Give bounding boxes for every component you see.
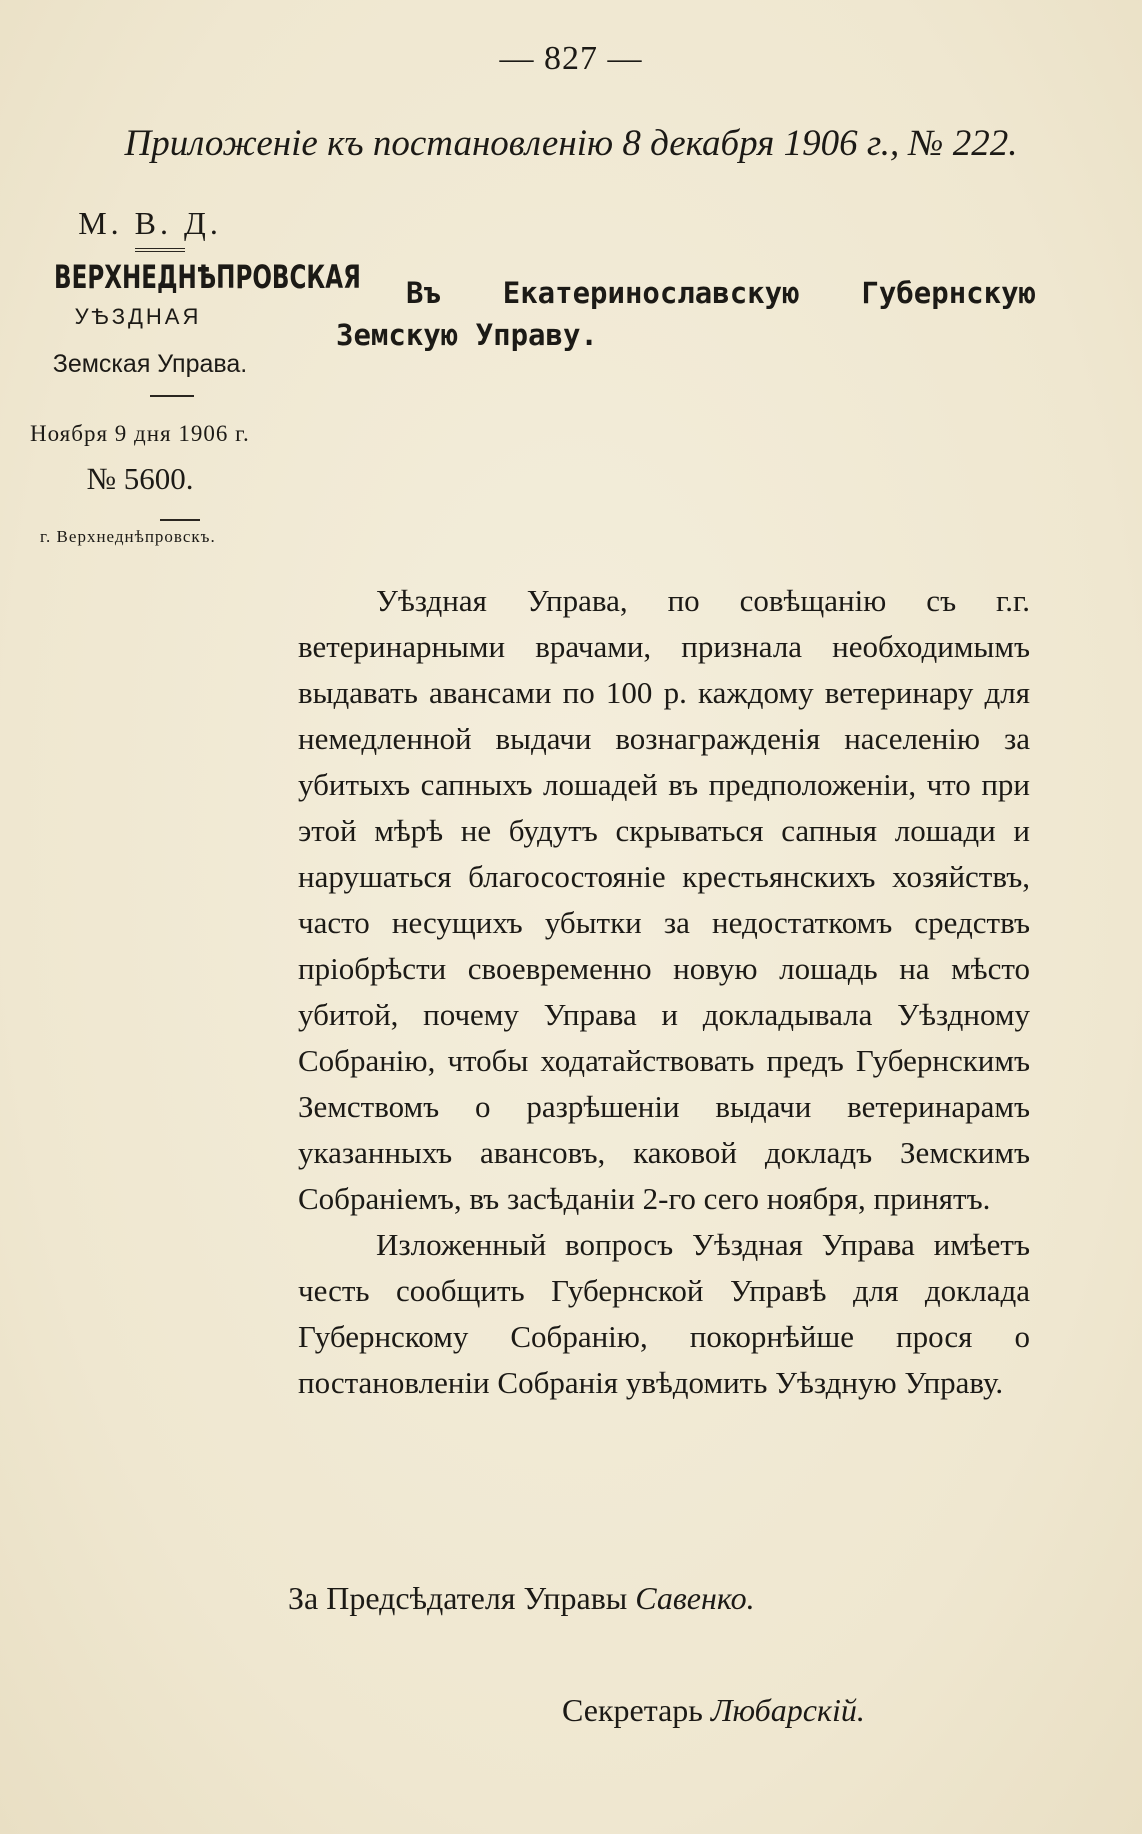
chair-name: Савенко.	[635, 1580, 755, 1616]
city-name: г. Верхнеднѣпровскъ.	[40, 527, 216, 546]
secretary-title: Секретарь	[562, 1692, 703, 1728]
district-type: УѢЗДНАЯ	[74, 304, 202, 329]
page-number: — 827 —	[499, 40, 643, 77]
letterhead	[20, 205, 361, 547]
letter-body	[298, 578, 1030, 1406]
chair-signature	[288, 1580, 755, 1617]
body-paragraph: Изложенный вопросъ Уѣздная Управа имѣетъ честь сообщить Губернской Управѣ для доклада Губернскому Собранію, покорнѣйше прося о постановленіи Собранія увѣдомить Уѣздную Управу.	[298, 1227, 1030, 1400]
short-rule-divider	[160, 519, 200, 521]
secretary-name: Любарскій.	[710, 1692, 865, 1728]
appendix-title: Приложеніе къ постановленію 8 декабря 1906 г., № 222.	[124, 123, 1018, 164]
document-number: № 5600.	[86, 461, 194, 496]
document-date: Ноября 9 дня 1906 г.	[30, 421, 250, 446]
district-name: ВЕРХНЕДНѢПРОВСКАЯ	[54, 258, 361, 296]
rule-divider	[150, 395, 194, 397]
addressee: Въ Екатеринославскую Губернскую Земскую Управу.	[336, 276, 1036, 352]
office-name: Земская Управа.	[52, 350, 248, 378]
double-rule-divider	[135, 248, 185, 252]
chair-title: За Предсѣдателя Управы	[288, 1580, 628, 1616]
ministry-label: М. В. Д.	[78, 205, 222, 241]
body-paragraph: Уѣздная Управа, по совѣщанію съ г.г. ветеринарными врачами, признала необходимымъ выдавать авансами по 100 р. каждому ветеринару для немедленной выдачи вознагражденія населенію за убитыхъ сапныхъ лошадей въ предположеніи, что при этой мѣрѣ не будутъ скрываться сапныя лошади и нарушаться благосостояніе крестьянскихъ хозяйствъ, часто несущихъ убытки за недостаткомъ средствъ пріобрѣсти своевременно новую лошадь на мѣсто убитой, почему Управа и докладывала Уѣздному Собранію, чтобы ходатайствовать предъ Губернскимъ Земствомъ о разрѣшеніи выдачи ветеринарамъ указанныхъ авансовъ, каковой докладъ Земскимъ Собраніемъ, въ засѣданіи 2-го сего ноября, принятъ.	[298, 583, 1030, 1216]
secretary-signature	[562, 1692, 865, 1729]
